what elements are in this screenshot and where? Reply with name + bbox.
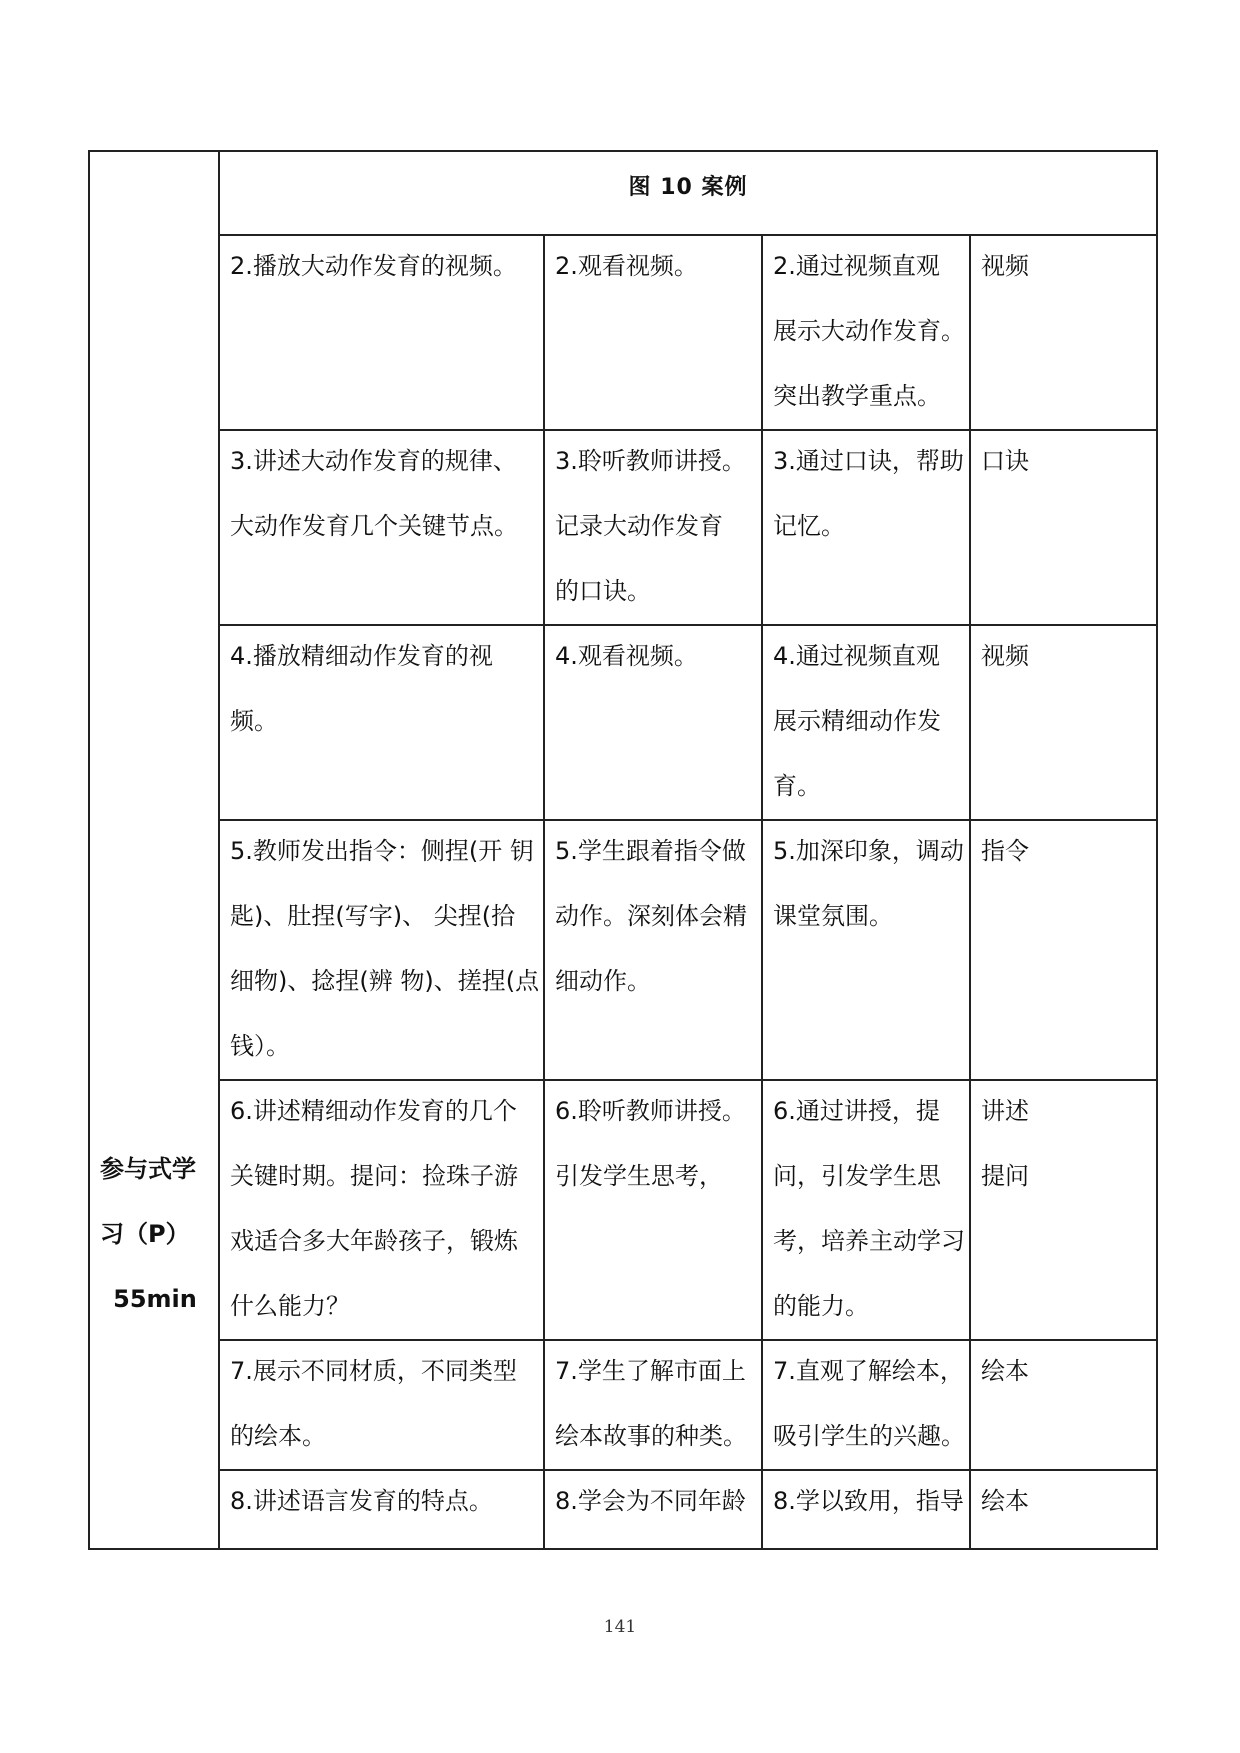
table-cell-intent bbox=[773, 819, 967, 949]
table-cell-intent bbox=[773, 429, 967, 559]
cell-text-line: 8.学以致用，指导 bbox=[773, 1487, 964, 1515]
table-cell-teacher bbox=[230, 819, 540, 1079]
table-cell-student bbox=[555, 1339, 759, 1469]
cell-text-line: 5.学生跟着指令做 bbox=[555, 837, 746, 865]
cell-text-line: 8.学会为不同年龄 bbox=[555, 1487, 746, 1515]
table-cell-student bbox=[555, 1079, 759, 1209]
phase-label-line: 参与式学 bbox=[100, 1155, 196, 1183]
table-cell-student bbox=[555, 819, 759, 1014]
cell-text-line: 2.观看视频。 bbox=[555, 252, 698, 280]
table-cell-resource bbox=[981, 234, 1151, 299]
cell-text-line: 4.观看视频。 bbox=[555, 642, 698, 670]
cell-text-line: 4.播放精细动作发育的视 bbox=[230, 642, 493, 670]
cell-text-line: 绘本 bbox=[981, 1357, 1029, 1385]
table-cell-resource bbox=[981, 429, 1151, 494]
cell-text-line: 引发学生思考， bbox=[555, 1162, 723, 1190]
phase-label-line: 55min bbox=[113, 1285, 197, 1313]
cell-text-line: 细动作。 bbox=[555, 967, 651, 995]
table-cell-teacher bbox=[230, 234, 540, 299]
table-cell-student bbox=[555, 234, 759, 299]
cell-text-line: 提问 bbox=[981, 1162, 1029, 1190]
cell-text-line: 2.通过视频直观 bbox=[773, 252, 940, 280]
cell-text-line: 戏适合多大年龄孩子，锻炼 bbox=[230, 1227, 518, 1255]
cell-text-line: 记录大动作发育 bbox=[555, 512, 723, 540]
page-number: 141 bbox=[603, 1617, 637, 1637]
cell-text-line: 展示大动作发育。 bbox=[773, 317, 965, 345]
cell-text-line: 考，培养主动学习 bbox=[773, 1227, 965, 1255]
cell-text-line: 4.通过视频直观 bbox=[773, 642, 940, 670]
cell-text-line: 视频 bbox=[981, 642, 1029, 670]
cell-text-line: 大动作发育几个关键节点。 bbox=[230, 512, 518, 540]
cell-text-line: 6.通过讲授，提 bbox=[773, 1097, 940, 1125]
cell-text-line: 7.展示不同材质，不同类型 bbox=[230, 1357, 517, 1385]
cell-text-line: 指令 bbox=[981, 837, 1029, 865]
column-divider bbox=[969, 234, 971, 1550]
cell-text-line: 突出教学重点。 bbox=[773, 382, 941, 410]
table-cell-resource bbox=[981, 624, 1151, 689]
cell-text-line: 吸引学生的兴趣。 bbox=[773, 1422, 965, 1450]
cell-text-line: 视频 bbox=[981, 252, 1029, 280]
cell-text-line: 的口诀。 bbox=[555, 577, 651, 605]
table-cell-teacher bbox=[230, 1469, 540, 1534]
phase-label-line: 习（P） bbox=[100, 1220, 190, 1248]
cell-text-line: 细物)、捻捏(辨 物)、搓捏(点 bbox=[230, 967, 540, 995]
cell-text-line: 钱）。 bbox=[230, 1032, 290, 1060]
column-divider bbox=[761, 234, 763, 1550]
table-cell-intent bbox=[773, 1079, 967, 1339]
column-divider bbox=[543, 234, 545, 1550]
cell-text-line: 7.学生了解市面上 bbox=[555, 1357, 746, 1385]
cell-text-line: 问，引发学生思 bbox=[773, 1162, 941, 1190]
cell-text-line: 匙)、肚捏(写字)、 尖捏(拾 bbox=[230, 902, 516, 930]
cell-text-line: 绘本 bbox=[981, 1487, 1029, 1515]
cell-text-line: 5.教师发出指令：侧捏(开 钥 bbox=[230, 837, 534, 865]
table-cell-intent bbox=[773, 624, 967, 819]
table-cell-student bbox=[555, 429, 759, 624]
cell-text-line: 6.聆听教师讲授。 bbox=[555, 1097, 746, 1125]
table-cell-student bbox=[555, 624, 759, 689]
table-cell-resource bbox=[981, 1339, 1151, 1404]
table-caption: 图 10 案例 bbox=[628, 175, 748, 200]
cell-text-line: 展示精细动作发 bbox=[773, 707, 941, 735]
table-cell-resource bbox=[981, 1079, 1151, 1209]
cell-text-line: 8.讲述语言发育的特点。 bbox=[230, 1487, 493, 1515]
cell-text-line: 3.聆听教师讲授。 bbox=[555, 447, 746, 475]
cell-text-line: 口诀 bbox=[981, 447, 1029, 475]
table-cell-teacher bbox=[230, 624, 540, 754]
table-cell-resource bbox=[981, 1469, 1151, 1534]
cell-text-line: 6.讲述精细动作发育的几个 bbox=[230, 1097, 517, 1125]
table-cell-teacher bbox=[230, 1339, 540, 1469]
lesson-plan-table bbox=[88, 150, 1158, 1550]
table-cell-teacher bbox=[230, 429, 540, 559]
table-cell-intent bbox=[773, 1339, 967, 1469]
phase-label bbox=[90, 1137, 220, 1332]
cell-text-line: 3.通过口诀，帮助 bbox=[773, 447, 964, 475]
cell-text-line: 2.播放大动作发育的视频。 bbox=[230, 252, 517, 280]
table-cell-resource bbox=[981, 819, 1151, 884]
table-cell-teacher bbox=[230, 1079, 540, 1339]
cell-text-line: 育。 bbox=[773, 772, 821, 800]
cell-text-line: 的绘本。 bbox=[230, 1422, 326, 1450]
cell-text-line: 的能力。 bbox=[773, 1292, 869, 1320]
table-cell-intent bbox=[773, 1469, 967, 1534]
cell-text-line: 什么能力？ bbox=[230, 1292, 350, 1320]
cell-text-line: 频。 bbox=[230, 707, 278, 735]
table-cell-intent bbox=[773, 234, 967, 429]
cell-text-line: 绘本故事的种类。 bbox=[555, 1422, 747, 1450]
cell-text-line: 记忆。 bbox=[773, 512, 845, 540]
cell-text-line: 动作。深刻体会精 bbox=[555, 902, 747, 930]
cell-text-line: 7.直观了解绘本， bbox=[773, 1357, 964, 1385]
cell-text-line: 关键时期。提问：捡珠子游 bbox=[230, 1162, 518, 1190]
cell-text-line: 课堂氛围。 bbox=[773, 902, 893, 930]
cell-text-line: 5.加深印象，调动 bbox=[773, 837, 964, 865]
table-cell-student bbox=[555, 1469, 759, 1534]
cell-text-line: 3.讲述大动作发育的规律、 bbox=[230, 447, 517, 475]
cell-text-line: 讲述 bbox=[981, 1097, 1029, 1125]
